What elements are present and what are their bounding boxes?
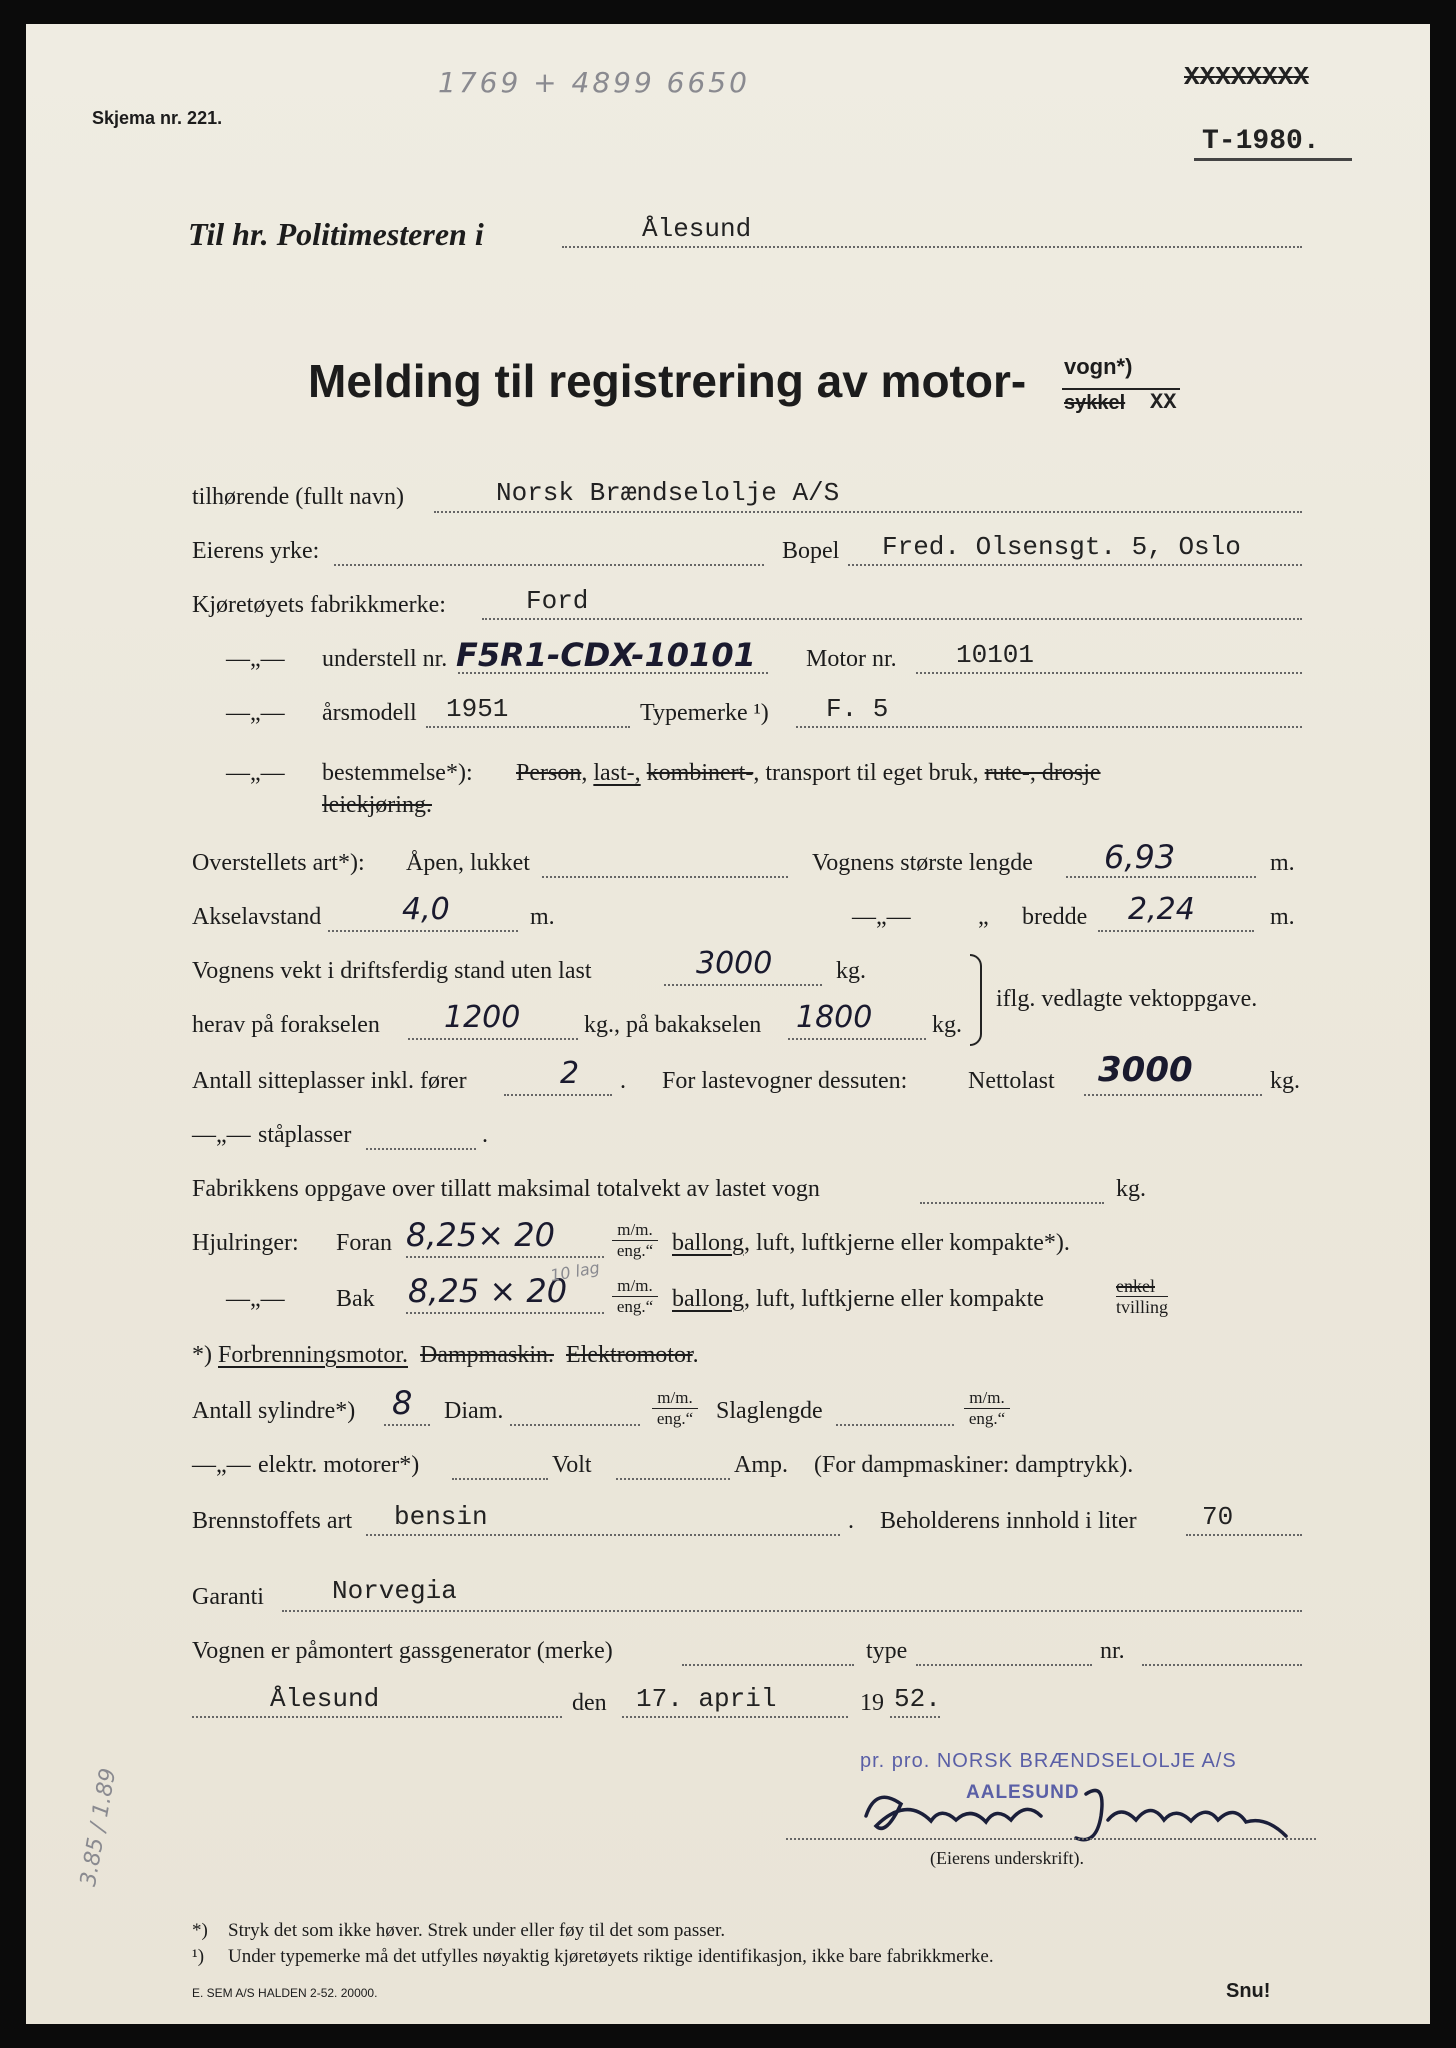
- volt-label: Volt: [552, 1452, 592, 1478]
- wheels-label: Hjulringer:: [192, 1230, 299, 1256]
- front-tyre-ballong: ballong: [672, 1230, 744, 1256]
- rear-axle-label: kg., på bakakselen: [584, 1012, 762, 1038]
- residence-value: Fred. Olsensgt. 5, Oslo: [882, 532, 1241, 562]
- front-axle-label: herav på forakselen: [192, 1012, 380, 1038]
- weight-brace: [970, 954, 982, 1046]
- purpose-leie: leiekjøring.: [322, 792, 432, 818]
- form-paper: Skjema nr. 221. 1769 + 4899 6650 XXXXXXXX T-1980. Til hr. Politimesteren i Ålesund Melding til registrering av motor- vogn*) sykkel XX tilhørende (fullt navn) Norsk Brændselolje A/S Eierens yrke: Bopel Fred. Olsensgt. 5, Oslo Kjøretøyets fabrikkmerke: Ford —„— understell nr. F5R1-CDX-10101 Motor nr. 10101 —„— årsmodell 1951 Typemerke ¹) F. 5 —„— bestemmelse*): Person, last-, kombinert-, transport til eget bruk, rute-, drosje leiekjøring. Overstellets art*): Åpen, lukket Vognens største lengde 6,93 m. Akselavstand 4,0 m. —„— „ bredde 2,24 m. Vognens vekt i driftsferdig stand uten last 3000 kg. herav på forakselen 1200 kg., på bakakselen 1800 kg. iflg. vedlagte vektoppgave. Antall sitteplasser inkl. fører 2 . For lastevogner dessuten: Nettolast 3000 kg. —„— ståplasser . Fabrikkens oppgave over tillatt maksimal totalvekt av lastet vogn kg. Hjulringer: Foran 8,25× 20 m/m. eng.“ ballong, luft, luftkjerne eller kompakte*). —„— Bak 8,25 × 20 10 lag m/m. eng.“ ballong, luft, luftkjerne eller kompakte enkel tvilling *) Forbrenningsmotor. Dampmaskin. Elektromotor. Antall sylindre*) 8 Diam. m/m. eng.“ Slaglengde m/m. eng.“ —„— elektr. motorer*) Volt Amp. (For dampmaskiner: damptrykk). Brennstoffets art bensin . Beholderens innhold i liter 70 Garanti Norvegia Vognen er påmontert gassgenerator (merke) type nr. Ålesund den 17. april 19 52. pr. pro. NORSK BRÆNDSELOLJE A/S AALESUND (Eierens underskrift). 3.85 / 1.89 *) Stryk det som ikke høver. Strek under eller føy til det som passer. ¹) Under typemerke må det utfylles nøyaktig kjøretøyets riktige identifikasjon, ikke bare fabrikkmerke. E. SEM A/S HALDEN 2-52. 20000. Snu!: [26, 24, 1430, 2024]
- signature-line: [786, 1838, 1316, 1840]
- fuel-value: bensin: [394, 1502, 488, 1532]
- form-title: Melding til registrering av motor-: [308, 355, 1027, 407]
- trucks-label: For lastevogner dessuten:: [662, 1068, 908, 1094]
- stroke-eng: eng.“: [968, 1409, 1006, 1428]
- front-wheel-label: Foran: [336, 1230, 392, 1256]
- engine-electric: Elektromotor: [565, 1342, 693, 1368]
- rear-wheel-label: Bak: [336, 1286, 375, 1312]
- purpose-transport: , transport til eget bruk,: [753, 760, 979, 786]
- ditto-electric: —„—: [192, 1452, 251, 1478]
- title-sykkel: sykkel: [1064, 392, 1126, 414]
- ditto-rear-wheels: —„—: [226, 1286, 285, 1312]
- year-prefix: 19: [860, 1690, 884, 1716]
- seats-label: Antall sitteplasser inkl. fører: [192, 1068, 467, 1094]
- year-value: 1951: [446, 694, 509, 724]
- maxweight-label: Fabrikkens oppgave over tillatt maksimal totalvekt av lastet vogn: [192, 1176, 820, 1202]
- crossed-registration: XXXXXXXX: [1184, 62, 1309, 92]
- fuel-label: Brennstoffets art: [192, 1508, 353, 1534]
- steam-note: (For dampmaskiner: damptrykk).: [814, 1452, 1134, 1478]
- footnote-1: Stryk det som ikke høver. Strek under eller føy til det som passer.: [228, 1920, 726, 1941]
- ditto-purpose: —„—: [226, 760, 285, 786]
- amp-label: Amp.: [734, 1452, 788, 1478]
- rear-enkel: enkel: [1116, 1276, 1168, 1297]
- year-label: årsmodell: [322, 700, 417, 726]
- width-label: bredde: [1022, 904, 1088, 930]
- owner-value: Norsk Brændselolje A/S: [496, 478, 840, 508]
- stroke-mm: m/m.: [964, 1388, 1010, 1409]
- company-stamp: pr. pro. NORSK BRÆNDSELOLJE A/S: [860, 1750, 1237, 1772]
- footnote-mark-2: ¹): [192, 1946, 205, 1967]
- margin-pencil-note: 3.85 / 1.89: [76, 1766, 122, 1889]
- printer-imprint: E. SEM A/S HALDEN 2-52. 20000.: [192, 1986, 378, 2000]
- gas-label: Vognen er påmontert gassgenerator (merke): [192, 1638, 613, 1664]
- date-den: den: [572, 1690, 607, 1716]
- signature-caption: (Eierens underskrift).: [930, 1848, 1084, 1868]
- chassis-value: F5R1-CDX-10101: [456, 636, 756, 674]
- rear-wheel-note: 10 lag: [548, 1257, 602, 1286]
- pencil-note: 1769 + 4899 6650: [438, 66, 750, 99]
- warranty-label: Garanti: [192, 1584, 264, 1610]
- axle-unit: m.: [530, 904, 555, 930]
- diam-eng: eng.“: [656, 1409, 694, 1428]
- axle-label: Akselavstand: [192, 904, 322, 930]
- cylinders-label: Antall sylindre*): [192, 1398, 356, 1424]
- purpose-person: Person: [516, 760, 582, 786]
- title-crossed: XX: [1150, 390, 1177, 415]
- footnote-mark-1: *): [192, 1920, 208, 1941]
- ditto-chassis: —„—: [226, 646, 285, 672]
- title-vogn: vogn*): [1064, 354, 1133, 379]
- netload-label: Nettolast: [968, 1068, 1055, 1094]
- diam-mm: m/m.: [652, 1388, 698, 1409]
- body-value: Åpen, lukket: [406, 850, 530, 876]
- axle-value: 4,0: [402, 892, 450, 927]
- residence-label: Bopel: [782, 538, 840, 564]
- front-wheel-eng: eng.“: [616, 1241, 654, 1260]
- warranty-value: Norvegia: [332, 1576, 457, 1606]
- make-value: Ford: [526, 586, 589, 616]
- reg-underline: [1194, 158, 1352, 161]
- ditto-standing: —„—: [192, 1122, 251, 1148]
- rear-tvilling: tvilling: [1116, 1297, 1169, 1317]
- ditto-width: —„—: [852, 904, 911, 930]
- rear-wheel-eng: eng.“: [616, 1297, 654, 1316]
- purpose-label: bestemmelse*):: [322, 760, 473, 786]
- width-unit: m.: [1270, 904, 1295, 930]
- footnote-2: Under typemerke må det utfylles nøyaktig kjøretøyets riktige identifikasjon, ikke bare fabrikkmerke.: [228, 1946, 994, 1967]
- seats-value: 2: [560, 1056, 580, 1091]
- weight-label: Vognens vekt i driftsferdig stand uten last: [192, 958, 592, 984]
- chassis-label: understell nr.: [322, 646, 448, 672]
- cylinders-value: 8: [392, 1384, 413, 1422]
- diam-label: Diam.: [444, 1398, 504, 1424]
- addressee-label: Til hr. Politimesteren i: [188, 216, 484, 252]
- purpose-last: last-,: [593, 760, 641, 786]
- owner-label: tilhørende (fullt navn): [192, 484, 404, 510]
- gas-nr-label: nr.: [1100, 1638, 1125, 1664]
- rear-wheel-mm: m/m.: [612, 1276, 658, 1297]
- tank-label: Beholderens innhold i liter: [880, 1508, 1137, 1534]
- rear-tyre-rest: , luft, luftkjerne eller kompakte: [744, 1286, 1044, 1312]
- schema-number: Skjema nr. 221.: [92, 108, 223, 128]
- stamp-city: AALESUND: [966, 1782, 1080, 1803]
- date-value: 17. april: [636, 1684, 777, 1714]
- motor-label: Motor nr.: [806, 646, 897, 672]
- rear-tyre-ballong: ballong: [672, 1286, 744, 1312]
- netload-unit: kg.: [1270, 1068, 1300, 1094]
- motor-value: 10101: [956, 640, 1035, 670]
- length-unit: m.: [1270, 850, 1295, 876]
- purpose-rute: rute-, drosje: [984, 760, 1101, 786]
- occupation-label: Eierens yrke:: [192, 538, 320, 564]
- rear-wheel-value: 8,25 × 20: [408, 1272, 568, 1310]
- weight-note: iflg. vedlagte vektoppgave.: [996, 986, 1258, 1012]
- weight-unit: kg.: [836, 958, 866, 984]
- ditto-year: —„—: [226, 700, 285, 726]
- netload-value: 3000: [1098, 1050, 1193, 1090]
- rear-axle-value: 1800: [796, 1000, 873, 1035]
- elmotor-label: elektr. motorer*): [258, 1452, 420, 1478]
- type-value: F. 5: [826, 694, 889, 724]
- police-district: Ålesund: [642, 214, 752, 244]
- engine-combustion: Forbrenningsmotor.: [218, 1342, 408, 1368]
- registration-number: T-1980.: [1202, 126, 1320, 157]
- maxweight-unit: kg.: [1116, 1176, 1146, 1202]
- year-suffix: 52.: [894, 1684, 941, 1714]
- type-label: Typemerke ¹): [640, 700, 769, 726]
- rear-axle-unit: kg.: [932, 1012, 962, 1038]
- weight-value: 3000: [696, 946, 773, 981]
- purpose-kombinert: kombinert-: [646, 760, 754, 786]
- width-value: 2,24: [1128, 892, 1195, 927]
- front-tyre-rest: , luft, luftkjerne eller kompakte*).: [744, 1230, 1070, 1256]
- stroke-label: Slaglengde: [716, 1398, 823, 1424]
- engine-steam: Dampmaskin.: [420, 1342, 554, 1368]
- place-value: Ålesund: [270, 1684, 380, 1714]
- front-wheel-value: 8,25× 20: [406, 1216, 555, 1254]
- tank-value: 70: [1202, 1502, 1234, 1532]
- turn-over-note: Snu!: [1226, 1980, 1271, 2002]
- make-label: Kjøretøyets fabrikkmerke:: [192, 592, 446, 618]
- standing-label: ståplasser: [258, 1122, 352, 1148]
- length-value: 6,93: [1104, 838, 1176, 876]
- body-label: Overstellets art*):: [192, 850, 365, 876]
- front-axle-value: 1200: [444, 1000, 521, 1035]
- gas-type-label: type: [866, 1638, 908, 1664]
- front-wheel-mm: m/m.: [612, 1220, 658, 1241]
- width-quote: „: [978, 904, 989, 930]
- length-label: Vognens største lengde: [812, 850, 1033, 876]
